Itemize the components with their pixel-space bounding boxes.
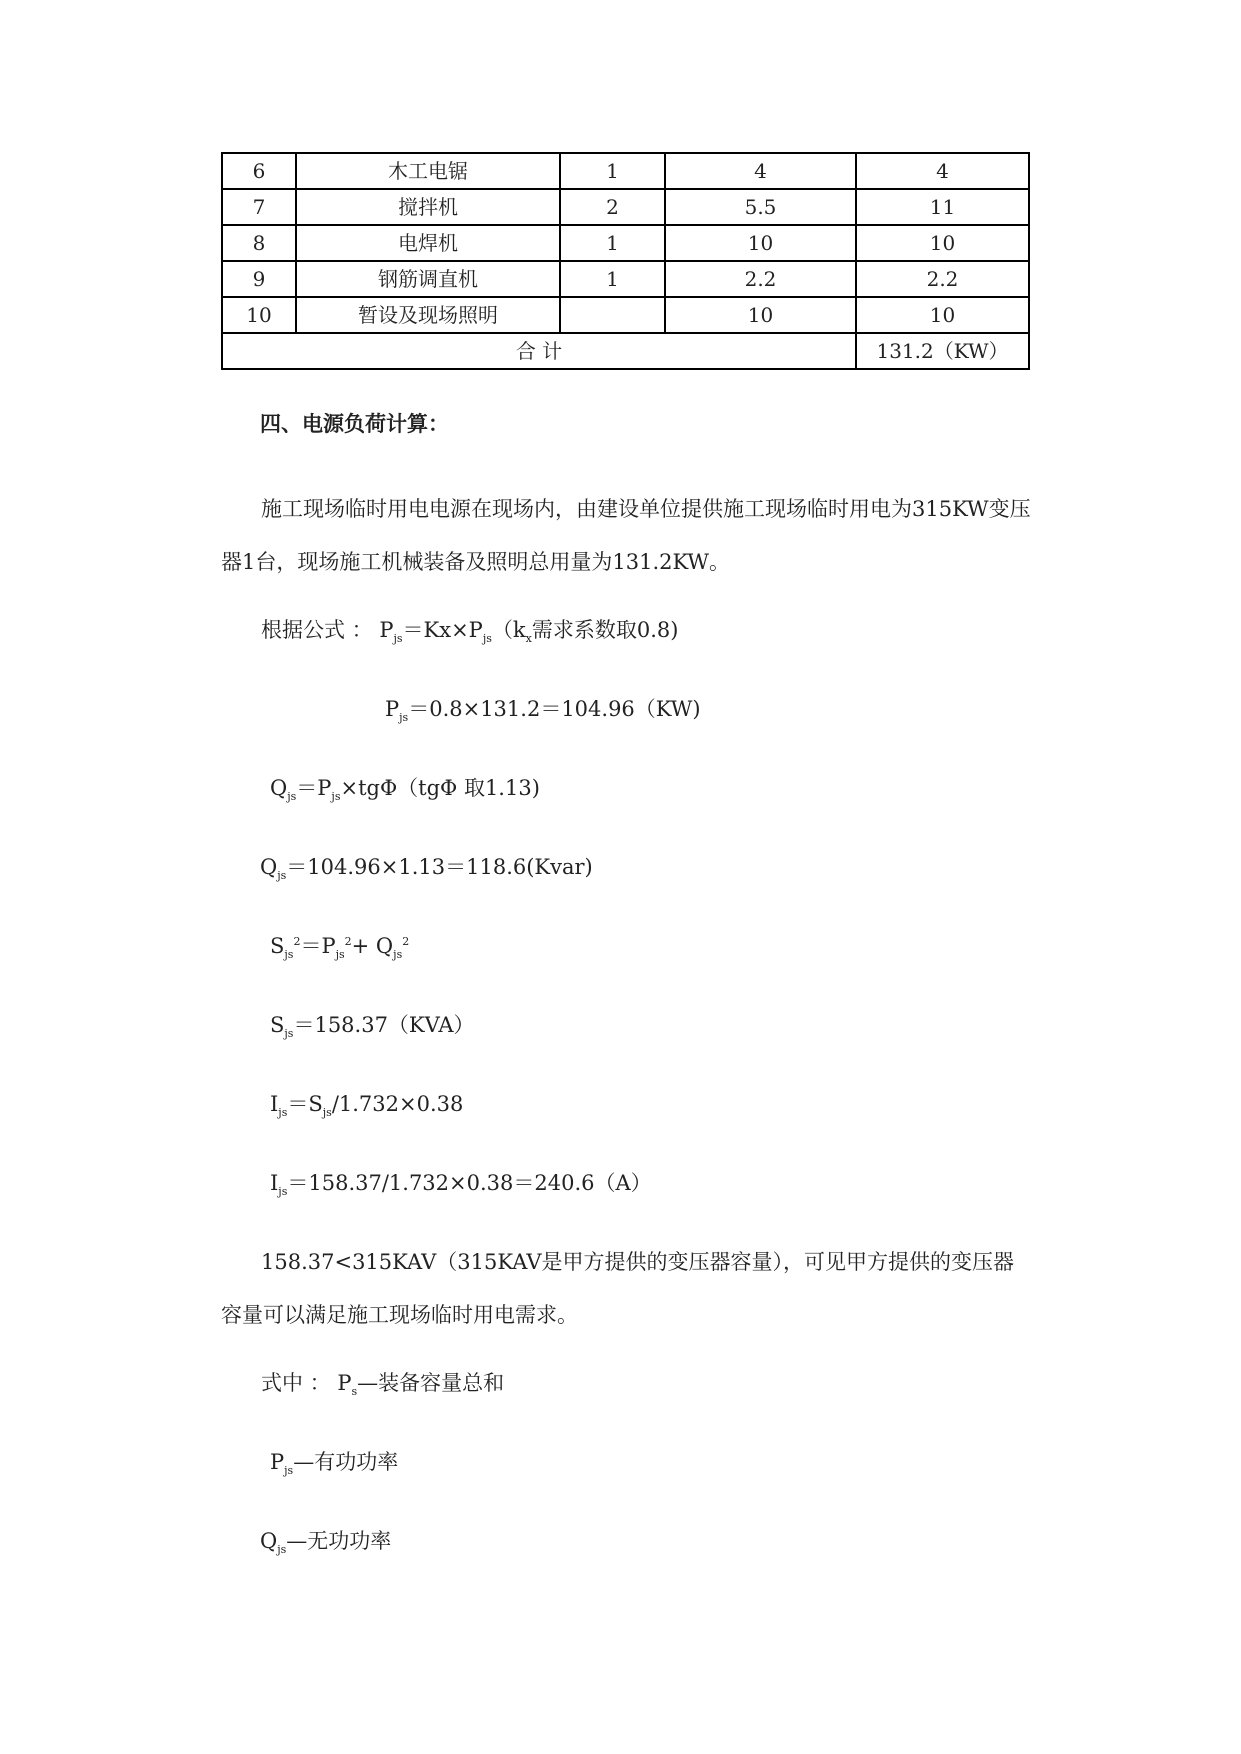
equipment-name: 电焊机 [296, 225, 560, 261]
total-power: 4 [856, 153, 1029, 189]
equipment-name: 木工电锯 [296, 153, 560, 189]
row-number: 10 [222, 297, 296, 333]
formula-line-2: $P_{js}=0.8\times 131.2=104.96(KW)$ [385, 697, 701, 725]
row-number: 7 [222, 189, 296, 225]
equipment-name: 钢筋调直机 [296, 261, 560, 297]
intro-paragraph: 施工现场临时用电电源在现场内，由建设单位提供施工现场临时用电为315KW变压器1台，现场施工机械装备及照明总用量为131.2KW。 [221, 497, 1031, 574]
total-power: 10 [856, 297, 1029, 333]
equipment-quantity: 1 [560, 153, 665, 189]
table-row [222, 261, 1029, 297]
equipment-quantity: 1 [560, 225, 665, 261]
table-row [222, 153, 1029, 189]
unit-power: 2.2 [665, 261, 856, 297]
table-row [222, 297, 1029, 333]
row-number: 6 [222, 153, 296, 189]
unit-power: 4 [665, 153, 856, 189]
legend-line-1: 式中 ： $P_s—$装备容量总和 [261, 1371, 505, 1399]
formula-line-6: $S_{js}=158.37(KVA)$ [270, 1013, 475, 1041]
equipment-load-table [221, 152, 1030, 370]
sum-label: 合 计 [222, 333, 856, 369]
row-number: 9 [222, 261, 296, 297]
table-row [222, 225, 1029, 261]
section-heading: 四、电源负荷计算： [260, 412, 449, 436]
sum-value: 131.2（KW） [856, 333, 1029, 369]
unit-power: 5.5 [665, 189, 856, 225]
total-power: 2.2 [856, 261, 1029, 297]
total-power: 11 [856, 189, 1029, 225]
unit-power: 10 [665, 297, 856, 333]
conclusion-paragraph: 158.37<315KAV（315KAV是甲方提供的变压器容量），可见甲方提供的变压器容量可以满足施工现场临时用电需求。 [221, 1250, 1014, 1327]
total-power: 10 [856, 225, 1029, 261]
equipment-name: 暂设及现场照明 [296, 297, 560, 333]
table-row [222, 189, 1029, 225]
formula-line-8: $I_{js}=158.37/1.732\times 0.38=240.6(A)$ [270, 1171, 652, 1199]
formula-line-5: $S_{js}^2=P_{js}^2+ Q_{js}^2$ [270, 934, 410, 962]
formula-line-4: $Q_{js}=104.96\times 1.13=118.6(Kvar)$ [260, 855, 593, 883]
equipment-quantity: 2 [560, 189, 665, 225]
formula-line-7: $I_{js}=S_{js}/1.732\times 0.38$ [270, 1092, 464, 1120]
legend-line-2: $P_{js}—$有功功率 [270, 1450, 399, 1478]
table-sum-row [222, 333, 1029, 369]
equipment-name: 搅拌机 [296, 189, 560, 225]
formula-line-3: $Q_{js}=P_{js}\times tg\Phi(tg\Phi$ 取1.13) [270, 776, 540, 804]
formula-line-1: 根据公式 ： $P_{js}=Kx\times P_{js}(k_x$需求系数取0.8) [261, 618, 679, 646]
equipment-quantity: 1 [560, 261, 665, 297]
legend-line-3: $Q_{js}—$无功功率 [260, 1529, 392, 1557]
row-number: 8 [222, 225, 296, 261]
unit-power: 10 [665, 225, 856, 261]
equipment-quantity [560, 297, 665, 333]
